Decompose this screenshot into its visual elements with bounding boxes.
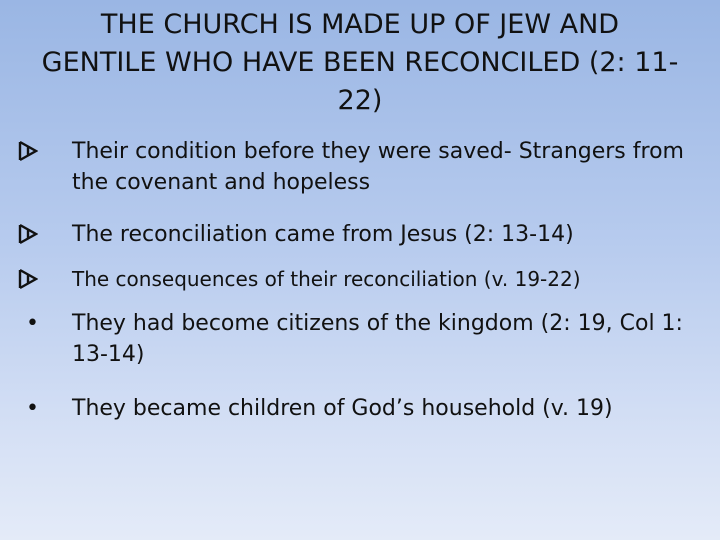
list-item-text: They had become citizens of the kingdom (2: 19, Col 1: 13-14)	[72, 311, 683, 367]
slide-title: THE CHURCH IS MADE UP OF JEW AND GENTILE WHO HAVE BEEN RECONCILED (2: 11-22)	[41, 9, 679, 116]
list-item-text: The consequences of their reconciliation (v. 19-22)	[72, 267, 581, 291]
arrow-bullet-icon	[18, 140, 48, 162]
arrow-bullet-icon	[18, 268, 48, 290]
list-item-text: They became children of God’s household (v. 19)	[72, 396, 613, 421]
list-item-text: The reconciliation came from Jesus (2: 13-14)	[72, 222, 574, 247]
arrow-bullet-icon	[18, 223, 48, 245]
bullet-dot-icon: •	[26, 396, 39, 421]
list-item-text: Their condition before they were saved- Strangers from the covenant and hopeless	[72, 139, 684, 195]
bullet-dot-icon: •	[26, 311, 39, 336]
